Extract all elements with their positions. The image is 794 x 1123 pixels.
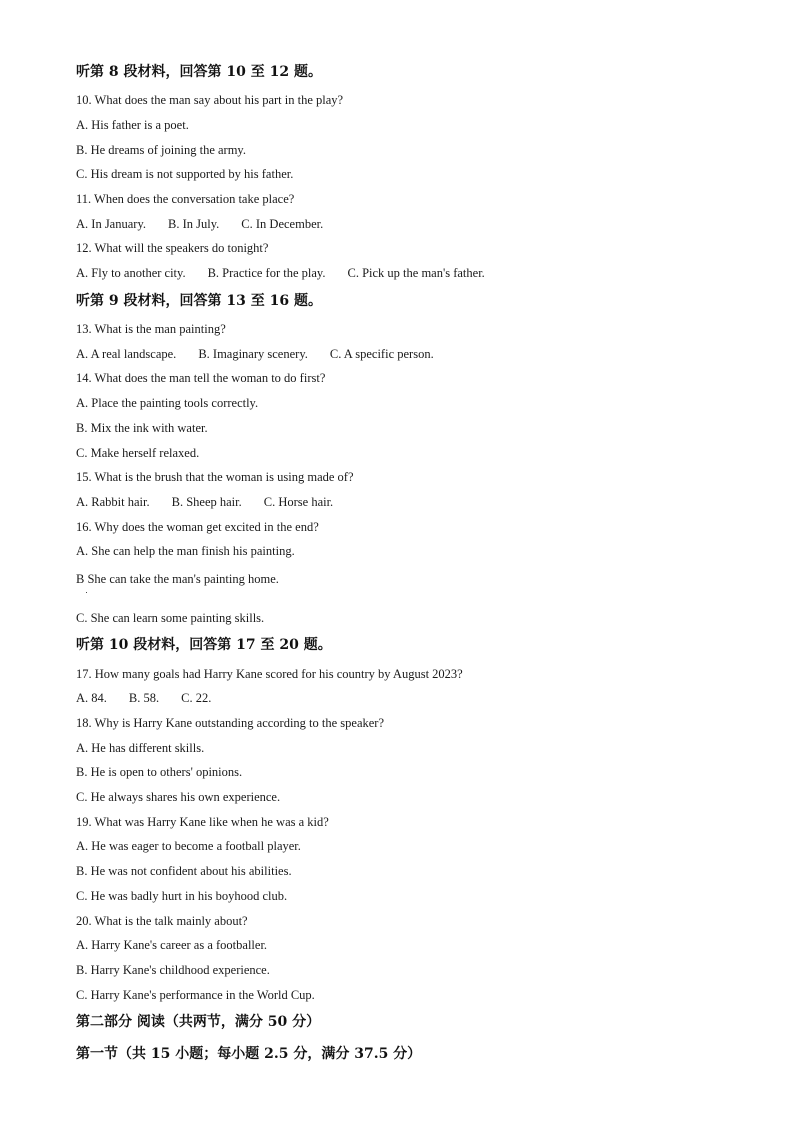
part-2-heading: 第二部分 阅读（共两节，满分 50 分） [76, 1014, 321, 1030]
question-11-option-c: C. In December. [241, 217, 324, 231]
question-12-option-b: B. Practice for the play. [207, 266, 326, 280]
question-18-option-b: B. He is open to others' opinions. [76, 765, 243, 779]
question-14-option-c: C. Make herself relaxed. [76, 446, 200, 460]
question-11-option-a: A. In January. [76, 217, 147, 231]
question-14-option-b: B. Mix the ink with water. [76, 421, 208, 435]
question-10-option-b: B. He dreams of joining the army. [76, 143, 246, 157]
question-20-option-c: C. Harry Kane's performance in the World Cup. [76, 988, 315, 1002]
question-17-option-c: C. 22. [181, 691, 212, 705]
question-15-options [76, 494, 333, 510]
question-19-option-b: B. He was not confident about his abilities. [76, 864, 292, 878]
question-16-option-b: B She can take the man's painting home. [76, 572, 279, 586]
question-13-option-a: A. A real landscape. [76, 347, 177, 361]
question-18-option-a: A. He has different skills. [76, 741, 205, 755]
question-11-options [76, 216, 323, 232]
question-11-stem: 11. When does the conversation take place? [76, 192, 295, 206]
question-16-option-a: A. She can help the man finish his painting. [76, 544, 295, 558]
question-17-stem: 17. How many goals had Harry Kane scored for his country by August 2023? [76, 667, 463, 681]
question-18-option-c: C. He always shares his own experience. [76, 790, 281, 804]
question-14-stem: 14. What does the man tell the woman to do first? [76, 371, 326, 385]
question-19-option-a: A. He was eager to become a football player. [76, 839, 301, 853]
question-12-options [76, 265, 485, 281]
question-15-option-c: C. Horse hair. [263, 495, 334, 509]
question-13-options [76, 346, 434, 362]
question-15-option-a: A. Rabbit hair. [76, 495, 150, 509]
question-12-option-a: A. Fly to another city. [76, 266, 186, 280]
question-12-stem: 12. What will the speakers do tonight? [76, 241, 269, 255]
question-19-stem: 19. What was Harry Kane like when he was a kid? [76, 815, 329, 829]
section-9-heading: 听第 9 段材料，回答第 13 至 16 题。 [76, 293, 322, 309]
question-18-stem: 18. Why is Harry Kane outstanding according to the speaker? [76, 716, 385, 730]
section-10-heading: 听第 10 段材料，回答第 17 至 20 题。 [76, 637, 332, 653]
question-13-option-b: B. Imaginary scenery. [198, 347, 308, 361]
stray-dot-mark [86, 592, 87, 593]
section-8-heading: 听第 8 段材料，回答第 10 至 12 题。 [76, 64, 322, 80]
question-10-stem: 10. What does the man say about his part in the play? [76, 93, 344, 107]
part-2-section-1-heading: 第一节（共 15 小题；每小题 2.5 分，满分 37.5 分） [76, 1046, 422, 1062]
question-13-stem: 13. What is the man painting? [76, 322, 226, 336]
question-10-option-c: C. His dream is not supported by his father. [76, 167, 294, 181]
question-17-option-a: A. 84. [76, 691, 107, 705]
question-11-option-b: B. In July. [168, 217, 220, 231]
question-10-option-a: A. His father is a poet. [76, 118, 189, 132]
question-20-stem: 20. What is the talk mainly about? [76, 914, 248, 928]
question-19-option-c: C. He was badly hurt in his boyhood club. [76, 889, 288, 903]
question-15-stem: 15. What is the brush that the woman is using made of? [76, 470, 354, 484]
question-16-stem: 16. Why does the woman get excited in the end? [76, 520, 319, 534]
question-20-option-a: A. Harry Kane's career as a footballer. [76, 938, 268, 952]
question-17-option-b: B. 58. [128, 691, 160, 705]
question-20-option-b: B. Harry Kane's childhood experience. [76, 963, 270, 977]
question-16-option-c: C. She can learn some painting skills. [76, 611, 265, 625]
question-17-options [76, 690, 211, 706]
question-14-option-a: A. Place the painting tools correctly. [76, 396, 259, 410]
question-12-option-c: C. Pick up the man's father. [347, 266, 485, 280]
question-13-option-c: C. A specific person. [329, 347, 434, 361]
question-15-option-b: B. Sheep hair. [171, 495, 242, 509]
